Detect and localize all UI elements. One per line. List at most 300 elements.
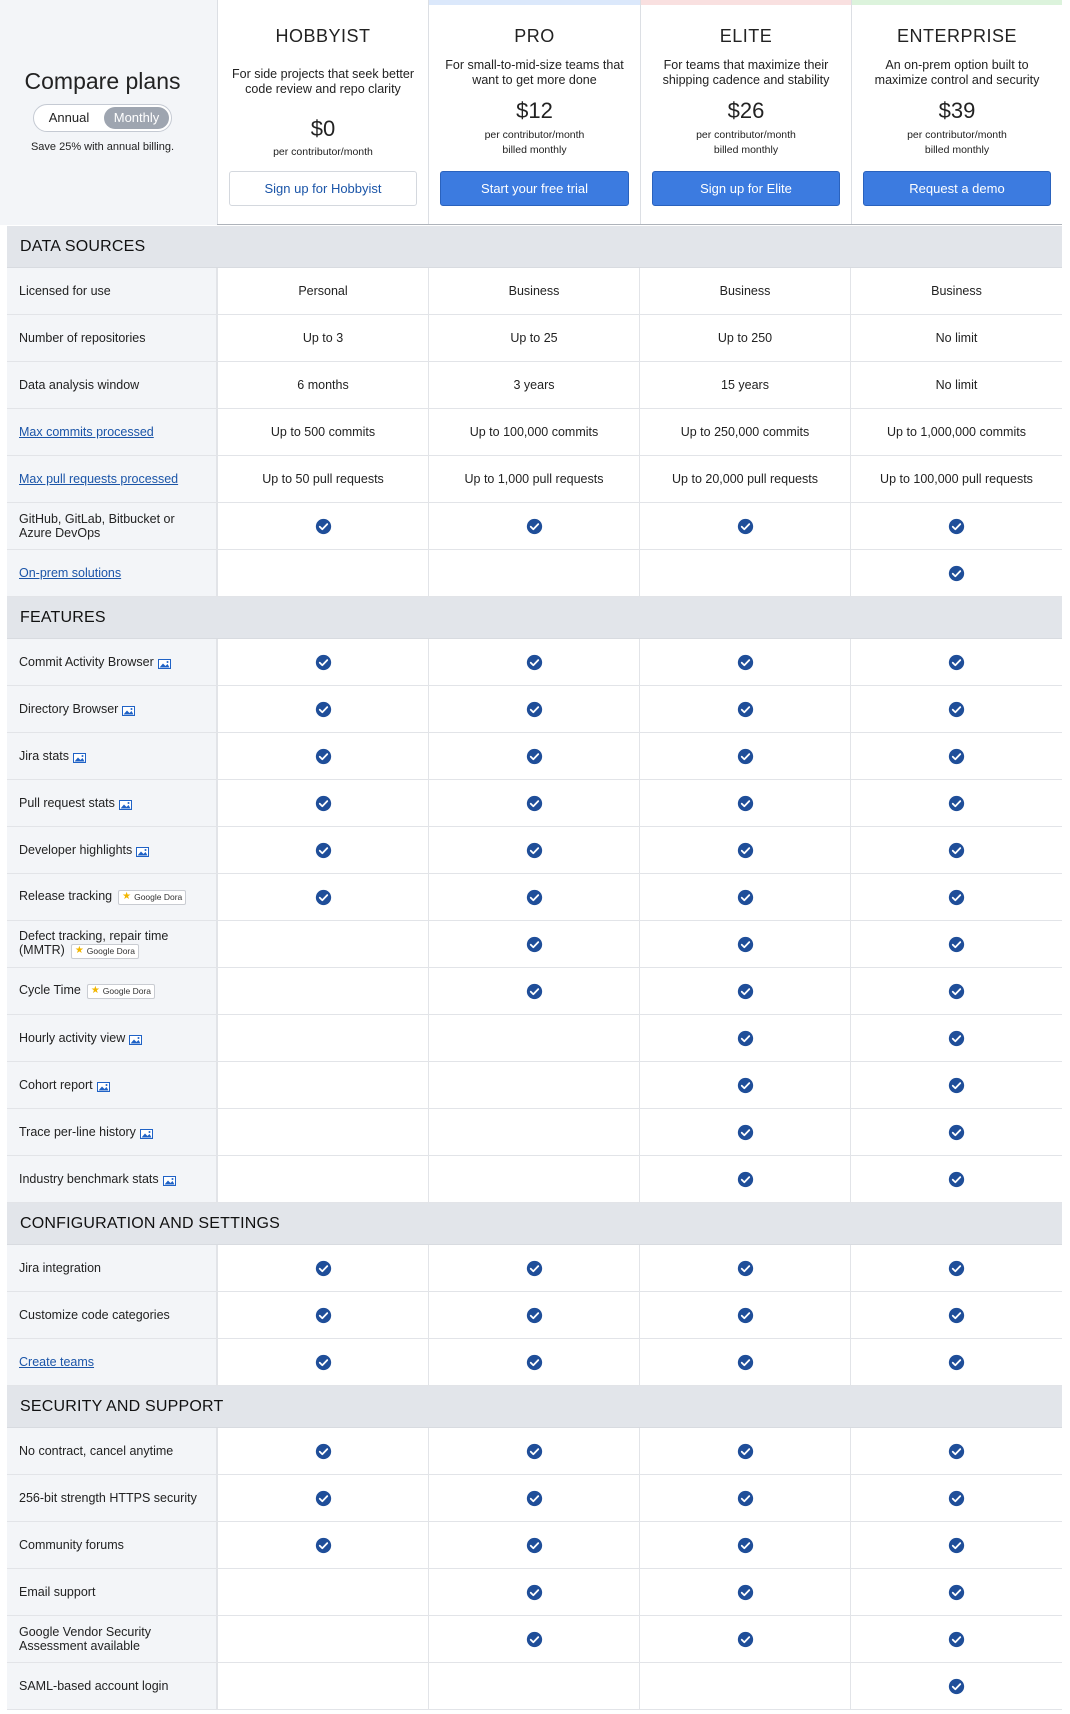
plan-value-cell — [850, 1292, 1062, 1338]
check-icon — [737, 701, 754, 718]
google-dora-badge — [71, 944, 139, 959]
row-label-cell — [7, 1292, 217, 1338]
row-label-cell — [7, 1522, 217, 1568]
plan-price-unit — [852, 128, 1062, 158]
table-row — [7, 1475, 1062, 1522]
feature-label: Industry benchmark stats — [19, 1172, 159, 1186]
image-preview-icon[interactable] — [119, 799, 132, 809]
plan-value-cell — [850, 1428, 1062, 1474]
plan-value-cell — [428, 1339, 639, 1385]
check-icon — [737, 1077, 754, 1094]
plan-value-text: Up to 100,000 commits — [469, 425, 599, 439]
plan-value-cell — [850, 968, 1062, 1014]
plan-cta-button-elite[interactable]: Sign up for Elite — [652, 171, 840, 206]
check-icon — [948, 1443, 965, 1460]
compare-plans-panel — [0, 0, 217, 225]
feature-label: Jira stats — [19, 749, 70, 763]
check-icon — [315, 1443, 332, 1460]
plan-value-cell — [639, 1616, 850, 1662]
feature-label-group — [19, 1625, 210, 1653]
price-unit-text: per contributor/month — [484, 129, 585, 141]
plan-name: ENTERPRISE — [896, 26, 1018, 46]
plan-value-cell — [217, 362, 428, 408]
feature-label: Pull request stats — [19, 796, 115, 810]
table-row — [7, 1292, 1062, 1339]
annual-savings-note: Save 25% with annual billing. — [30, 141, 175, 153]
row-label-cell — [7, 268, 217, 314]
section-header — [7, 1386, 1062, 1428]
plan-value-cell — [639, 1156, 850, 1202]
section-title: CONFIGURATION AND SETTINGS — [20, 1215, 281, 1232]
plan-value-cell — [639, 1292, 850, 1338]
section-title: FEATURES — [20, 609, 106, 626]
check-icon — [315, 701, 332, 718]
plan-value-cell — [850, 1245, 1062, 1291]
plan-value-cell — [639, 1015, 850, 1061]
row-label-cell — [7, 733, 217, 779]
plan-value-cell — [217, 1245, 428, 1291]
check-icon — [737, 518, 754, 535]
plan-value-cell — [217, 733, 428, 779]
plan-value-cell — [850, 639, 1062, 685]
plan-value-cell — [850, 1475, 1062, 1521]
feature-label: On-prem solutions — [19, 566, 122, 580]
plan-cta-button-hobbyist[interactable]: Sign up for Hobbyist — [229, 171, 417, 206]
check-icon — [315, 889, 332, 906]
comparison-table — [7, 226, 1062, 1710]
check-icon — [737, 1171, 754, 1188]
feature-info-link[interactable] — [19, 425, 154, 439]
feature-label-group — [19, 1444, 173, 1458]
plan-value-cell — [428, 1292, 639, 1338]
plan-value-text: Up to 1,000 pull requests — [464, 472, 604, 486]
check-icon — [737, 1030, 754, 1047]
plan-description: For teams that maximize their shipping cadence and stability — [662, 58, 830, 87]
check-icon — [948, 983, 965, 1000]
plan-value-cell — [217, 639, 428, 685]
plan-name: ELITE — [719, 26, 773, 46]
check-icon — [526, 1260, 543, 1277]
feature-label: Community forums — [19, 1538, 124, 1552]
plan-value-cell — [428, 1062, 639, 1108]
plan-price: $12 — [516, 98, 553, 123]
check-icon — [315, 1490, 332, 1507]
plan-value-cell — [217, 268, 428, 314]
feature-info-link[interactable] — [19, 472, 178, 486]
plan-value-cell — [639, 1109, 850, 1155]
billing-period-text: billed monthly — [713, 144, 779, 156]
plan-price-unit — [641, 128, 851, 158]
plan-value-cell — [428, 1015, 639, 1061]
plan-value-cell — [428, 1156, 639, 1202]
check-icon — [315, 795, 332, 812]
plan-value-cell — [850, 1616, 1062, 1662]
feature-label-group — [19, 655, 171, 669]
price-unit-text: per contributor/month — [907, 129, 1007, 141]
plan-description: For side projects that seek better code review and repo clarity — [231, 67, 415, 96]
row-label-cell — [7, 550, 217, 596]
feature-label-group — [19, 284, 111, 298]
section-title: SECURITY AND SUPPORT — [20, 1398, 224, 1415]
feature-label: Create teams — [19, 1355, 95, 1369]
plan-value-cell — [639, 550, 850, 596]
plan-value-cell — [850, 1015, 1062, 1061]
feature-info-link[interactable] — [19, 1355, 94, 1369]
plan-value-cell — [639, 827, 850, 873]
plan-value-cell — [217, 315, 428, 361]
row-label-cell — [7, 1475, 217, 1521]
check-icon — [737, 654, 754, 671]
plan-value-cell — [428, 639, 639, 685]
plan-value-cell — [217, 686, 428, 732]
check-icon — [948, 1124, 965, 1141]
feature-label: Directory Browser — [19, 702, 119, 716]
plan-value-cell — [850, 1569, 1062, 1615]
check-icon — [737, 795, 754, 812]
plan-value-cell — [217, 1109, 428, 1155]
plan-value-cell — [428, 315, 639, 361]
plan-value-cell — [217, 1475, 428, 1521]
plan-value-cell — [639, 1522, 850, 1568]
section-header — [7, 226, 1062, 268]
plan-value-cell — [850, 1156, 1062, 1202]
plan-accent-bar — [218, 0, 428, 5]
plan-column-enterprise — [851, 0, 1062, 225]
image-preview-icon[interactable] — [158, 658, 171, 668]
plan-value-cell — [639, 1339, 850, 1385]
billing-period-text: billed monthly — [502, 144, 567, 156]
check-icon — [948, 1678, 965, 1695]
plan-value-cell — [639, 921, 850, 967]
plan-description: An on-prem option built to maximize control and security — [874, 58, 1040, 87]
plan-value-text: Business — [719, 284, 771, 298]
feature-label: Jira integration — [19, 1261, 101, 1275]
plan-name: PRO — [514, 26, 555, 46]
check-icon — [526, 1443, 543, 1460]
check-icon — [737, 748, 754, 765]
plan-value-cell — [639, 1475, 850, 1521]
feature-label-group — [19, 1172, 176, 1186]
plan-value-cell — [428, 1109, 639, 1155]
table-row — [7, 1109, 1062, 1156]
plan-value-cell — [850, 686, 1062, 732]
check-icon — [737, 842, 754, 859]
plan-value-cell — [217, 1569, 428, 1615]
feature-label: Google Vendor Security Assessment available — [19, 1625, 152, 1653]
plan-value-cell — [639, 362, 850, 408]
check-icon — [526, 983, 543, 1000]
billing-period-text: billed monthly — [924, 144, 990, 156]
feature-label-group — [19, 1308, 170, 1322]
check-icon — [315, 1354, 332, 1371]
badge-label: Google Dora — [102, 986, 151, 997]
check-icon — [948, 1490, 965, 1507]
feature-label-group — [19, 378, 139, 392]
feature-info-link[interactable] — [19, 566, 121, 580]
header-divider — [217, 224, 1062, 225]
check-icon — [737, 1443, 754, 1460]
table-row — [7, 268, 1062, 315]
row-label-cell — [7, 362, 217, 408]
plan-value-cell — [639, 639, 850, 685]
plan-price: $26 — [727, 98, 765, 123]
row-label-cell — [7, 639, 217, 685]
price-unit-text: per contributor/month — [696, 129, 796, 141]
feature-label: Hourly activity view — [19, 1031, 126, 1045]
check-icon — [526, 936, 543, 953]
table-row — [7, 503, 1062, 550]
plan-value-cell — [850, 874, 1062, 920]
feature-label-group — [19, 983, 155, 998]
plan-value-cell — [217, 503, 428, 549]
plan-value-cell — [428, 733, 639, 779]
table-row — [7, 550, 1062, 597]
plan-value-cell — [217, 1339, 428, 1385]
plan-value-cell — [850, 456, 1062, 502]
plan-value-cell — [428, 268, 639, 314]
plan-value-text: Up to 500 commits — [270, 425, 376, 439]
feature-label: No contract, cancel anytime — [19, 1444, 174, 1458]
check-icon — [948, 842, 965, 859]
feature-label: Data analysis window — [19, 378, 140, 392]
check-icon — [948, 748, 965, 765]
plan-value-cell — [217, 968, 428, 1014]
image-preview-icon[interactable] — [140, 1128, 153, 1138]
feature-label-group — [19, 1538, 124, 1552]
plan-value-cell — [850, 1062, 1062, 1108]
check-icon — [737, 1490, 754, 1507]
plan-value-cell — [428, 1522, 639, 1568]
image-preview-icon[interactable] — [129, 1034, 142, 1044]
plan-value-cell — [850, 1339, 1062, 1385]
plan-accent-bar — [641, 0, 851, 5]
plan-value-cell — [428, 874, 639, 920]
plan-value-cell — [639, 780, 850, 826]
feature-label: Max pull requests processed — [19, 472, 179, 486]
feature-label: Number of repositories — [19, 331, 146, 345]
plan-value-cell — [850, 780, 1062, 826]
check-icon — [948, 1030, 965, 1047]
feature-label: Max commits processed — [19, 425, 154, 439]
check-icon — [526, 654, 543, 671]
check-icon — [948, 1307, 965, 1324]
feature-label: Cohort report — [19, 1078, 93, 1092]
feature-label: SAML-based account login — [19, 1679, 169, 1693]
check-icon — [948, 1171, 965, 1188]
plan-value-text: Up to 25 — [510, 331, 558, 345]
check-icon — [948, 936, 965, 953]
feature-label-group — [19, 1679, 168, 1693]
plan-value-cell — [639, 456, 850, 502]
row-label-cell — [7, 827, 217, 873]
plan-value-cell — [217, 1522, 428, 1568]
plan-value-text: Up to 1,000,000 commits — [887, 425, 1026, 439]
plan-value-cell — [850, 1109, 1062, 1155]
plan-value-cell — [639, 1428, 850, 1474]
plan-description: For small-to-mid-size teams that want to get more done — [445, 58, 624, 87]
plan-name: HOBBYIST — [275, 26, 371, 46]
feature-label-group — [19, 929, 210, 958]
row-label-cell — [7, 503, 217, 549]
plan-value-cell — [850, 362, 1062, 408]
table-row — [7, 686, 1062, 733]
check-icon — [948, 795, 965, 812]
plan-value-text: 15 years — [721, 378, 769, 392]
check-icon — [526, 1537, 543, 1554]
toggle-annual[interactable]: Annual — [48, 110, 90, 125]
table-row — [7, 733, 1062, 780]
plan-value-cell — [217, 550, 428, 596]
star-icon: ★ — [90, 985, 100, 997]
plan-value-text: 6 months — [297, 378, 349, 392]
plan-value-cell — [428, 550, 639, 596]
table-row — [7, 315, 1062, 362]
plan-column-elite — [640, 0, 851, 225]
feature-label: GitHub, GitLab, Bitbucket or Azure DevOps — [19, 512, 175, 540]
plan-value-text: Up to 20,000 pull requests — [672, 472, 818, 486]
badge-label: Google Dora — [134, 892, 183, 903]
image-preview-icon[interactable] — [73, 752, 86, 762]
feature-label-group — [19, 1078, 110, 1092]
plan-value-cell — [639, 968, 850, 1014]
plan-accent-bar — [852, 0, 1062, 5]
price-unit-text: per contributor/month — [273, 146, 373, 158]
row-label-cell — [7, 1428, 217, 1474]
table-row — [7, 1156, 1062, 1203]
plan-value-cell — [217, 456, 428, 502]
plan-value-cell — [639, 315, 850, 361]
plan-value-cell — [428, 968, 639, 1014]
check-icon — [526, 795, 543, 812]
feature-label-group — [19, 512, 210, 540]
plan-cta-button-enterprise[interactable]: Request a demo — [863, 171, 1051, 206]
check-icon — [737, 1354, 754, 1371]
check-icon — [948, 1077, 965, 1094]
toggle-monthly[interactable]: Monthly — [104, 107, 169, 129]
plan-value-cell — [217, 874, 428, 920]
check-icon — [526, 1490, 543, 1507]
check-icon — [737, 1124, 754, 1141]
plan-value-cell — [217, 827, 428, 873]
check-icon — [948, 889, 965, 906]
check-icon — [737, 889, 754, 906]
row-label-cell — [7, 1245, 217, 1291]
plan-value-cell — [428, 827, 639, 873]
plan-value-cell — [217, 1156, 428, 1202]
image-preview-icon[interactable] — [122, 705, 135, 715]
plan-value-cell — [850, 1663, 1062, 1709]
table-row — [7, 409, 1062, 456]
plan-value-text: Up to 3 — [302, 331, 344, 345]
plan-value-cell — [217, 1428, 428, 1474]
check-icon — [526, 748, 543, 765]
plan-value-cell — [850, 268, 1062, 314]
plan-value-cell — [217, 780, 428, 826]
check-icon — [948, 701, 965, 718]
plan-cta-button-pro[interactable]: Start your free trial — [440, 171, 629, 206]
plan-value-cell — [428, 1245, 639, 1291]
row-label-cell — [7, 1015, 217, 1061]
plan-value-cell — [428, 1569, 639, 1615]
plan-value-cell — [639, 409, 850, 455]
plan-value-cell — [850, 409, 1062, 455]
feature-label: Email support — [19, 1585, 96, 1599]
plan-value-cell — [428, 686, 639, 732]
image-preview-icon[interactable] — [136, 846, 149, 856]
row-label-cell — [7, 780, 217, 826]
star-icon: ★ — [122, 891, 132, 903]
plan-column-pro — [428, 0, 640, 225]
section-header — [7, 597, 1062, 639]
check-icon — [315, 654, 332, 671]
plan-value-cell — [217, 1616, 428, 1662]
row-label-cell — [7, 968, 217, 1014]
check-icon — [948, 1537, 965, 1554]
check-icon — [526, 518, 543, 535]
check-icon — [737, 1584, 754, 1601]
billing-toggle[interactable] — [33, 104, 172, 132]
plan-value-cell — [850, 1522, 1062, 1568]
row-label-cell — [7, 1616, 217, 1662]
plan-value-cell — [428, 921, 639, 967]
row-label-cell — [7, 686, 217, 732]
google-dora-badge — [118, 890, 186, 905]
feature-label: Commit Activity Browser — [19, 655, 154, 669]
plan-value-cell — [428, 1475, 639, 1521]
check-icon — [737, 1537, 754, 1554]
table-row — [7, 874, 1062, 921]
plan-value-cell — [428, 1616, 639, 1662]
feature-label-group — [19, 1491, 197, 1505]
plan-value-cell — [850, 733, 1062, 779]
feature-label: Cycle Time — [19, 983, 81, 998]
feature-label-group — [19, 796, 132, 810]
feature-label-group — [19, 843, 149, 857]
image-preview-icon[interactable] — [163, 1175, 176, 1185]
section-title: DATA SOURCES — [20, 238, 146, 255]
plan-value-text: 3 years — [513, 378, 555, 392]
check-icon — [526, 701, 543, 718]
feature-label-group — [19, 1585, 95, 1599]
google-dora-badge — [87, 984, 155, 999]
page-title: Compare plans — [24, 68, 181, 94]
check-icon — [526, 1584, 543, 1601]
plan-value-cell — [639, 1569, 850, 1615]
section-header — [7, 1203, 1062, 1245]
plan-price-unit — [429, 128, 640, 158]
plan-value-cell — [428, 362, 639, 408]
feature-label: 256-bit strength HTTPS security — [19, 1491, 197, 1505]
row-label-cell — [7, 315, 217, 361]
check-icon — [948, 518, 965, 535]
image-preview-icon[interactable] — [97, 1081, 110, 1091]
plan-value-cell — [428, 409, 639, 455]
plan-value-cell — [639, 733, 850, 779]
table-row — [7, 1616, 1062, 1663]
table-row — [7, 1339, 1062, 1386]
plan-value-text: No limit — [935, 331, 978, 345]
plan-value-cell — [217, 1062, 428, 1108]
check-icon — [948, 1584, 965, 1601]
plan-value-cell — [850, 550, 1062, 596]
plan-value-cell — [428, 503, 639, 549]
check-icon — [737, 983, 754, 1000]
check-icon — [948, 1631, 965, 1648]
row-label-cell — [7, 1663, 217, 1709]
plan-value-text: Personal — [298, 284, 348, 298]
table-row — [7, 1062, 1062, 1109]
plan-value-cell — [850, 503, 1062, 549]
